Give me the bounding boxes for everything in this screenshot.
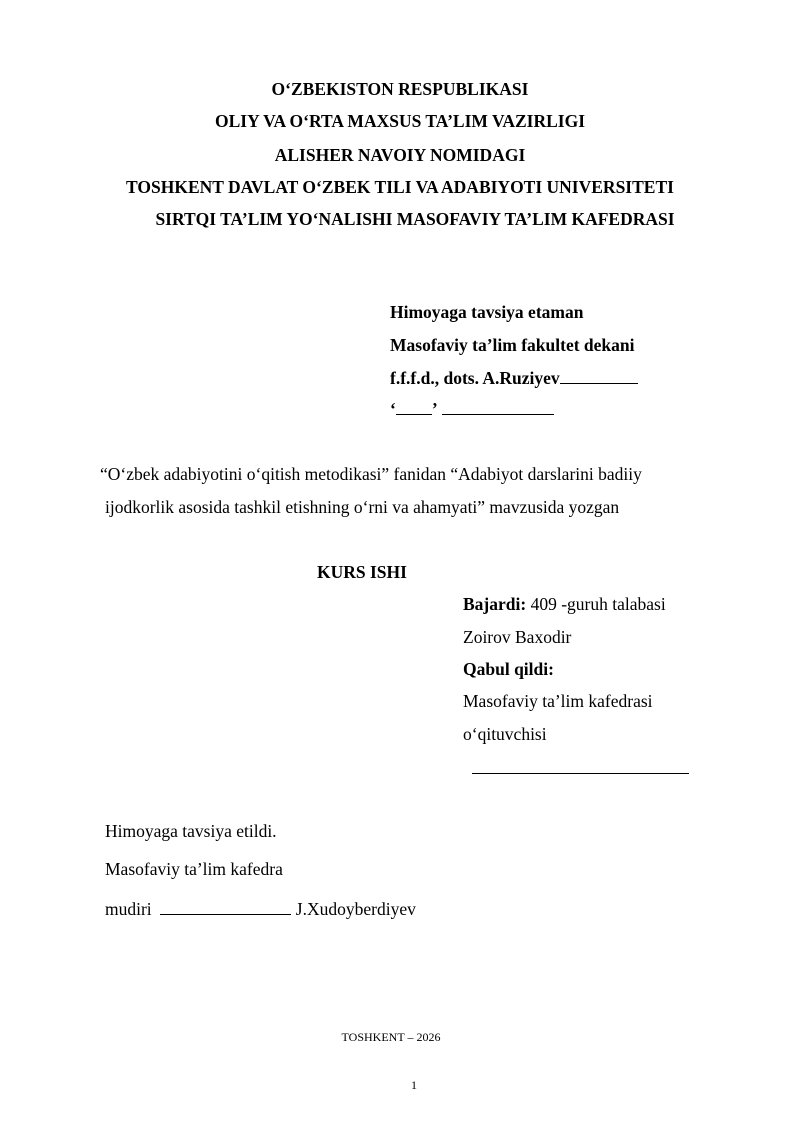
work-title: KURS ISHI [317,562,407,582]
head-title: mudiri [105,899,152,919]
performer-name: Zoirov Baxodir [463,627,572,647]
header-university: TOSHKENT DAVLAT O‘ZBEK TILI VA ADABIYOTI UNIVERSITETI [126,177,674,197]
approval-line-1: Himoyaga tavsiya etaman [390,302,584,322]
page-number: 1 [411,1078,417,1092]
receiver-signature-line [472,773,689,774]
receiver-department: Masofaviy ta’lim kafedrasi [463,691,653,711]
performer-label: Bajardi: [463,594,527,614]
performer-group: 409 -guruh talabasi [526,594,666,614]
recommendation-line-3 [105,899,416,919]
header-ministry-country: O‘ZBEKISTON RESPUBLIKASI [271,79,529,99]
signature-line [560,368,638,384]
quote-close: ’ [431,399,438,419]
approval-date-line [390,399,554,419]
head-signature-line [160,899,291,915]
head-name: J.Xudoyberdiyev [295,899,416,919]
approval-dean-name: f.f.f.d., dots. A.Ruziyev [390,368,560,388]
date-month-blank [442,399,554,415]
header-department: SIRTQI TA’LIM YO‘NALISHI MASOFAVIY TA’LIM KAFEDRASI [155,209,675,229]
approval-line-3 [390,368,638,388]
topic-line-2: ijodkorlik asosida tashkil etishning o‘rni va ahamyati” mavzusida yozgan [105,497,620,517]
recommendation-line-2: Masofaviy ta’lim kafedra [105,859,283,879]
receiver-role: o‘qituvchisi [463,724,547,744]
recommendation-line-1: Himoyaga tavsiya etildi. [105,821,277,841]
receiver-label: Qabul qildi: [463,659,554,679]
topic-line-1: “O‘zbek adabiyotini o‘qitish metodikasi” fanidan “Adabiyot darslarini badiiy [100,464,642,484]
header-named-after: ALISHER NAVOIY NOMIDAGI [274,145,526,165]
performer-line [463,594,666,614]
quote-open: ‘ [390,399,396,419]
footer-city-year: TOSHKENT – 2026 [341,1030,441,1044]
date-day-blank [396,399,432,415]
header-ministry: OLIY VA O‘RTA MAXSUS TA’LIM VAZIRLIGI [214,111,586,131]
approval-line-2: Masofaviy ta’lim fakultet dekani [390,335,635,355]
